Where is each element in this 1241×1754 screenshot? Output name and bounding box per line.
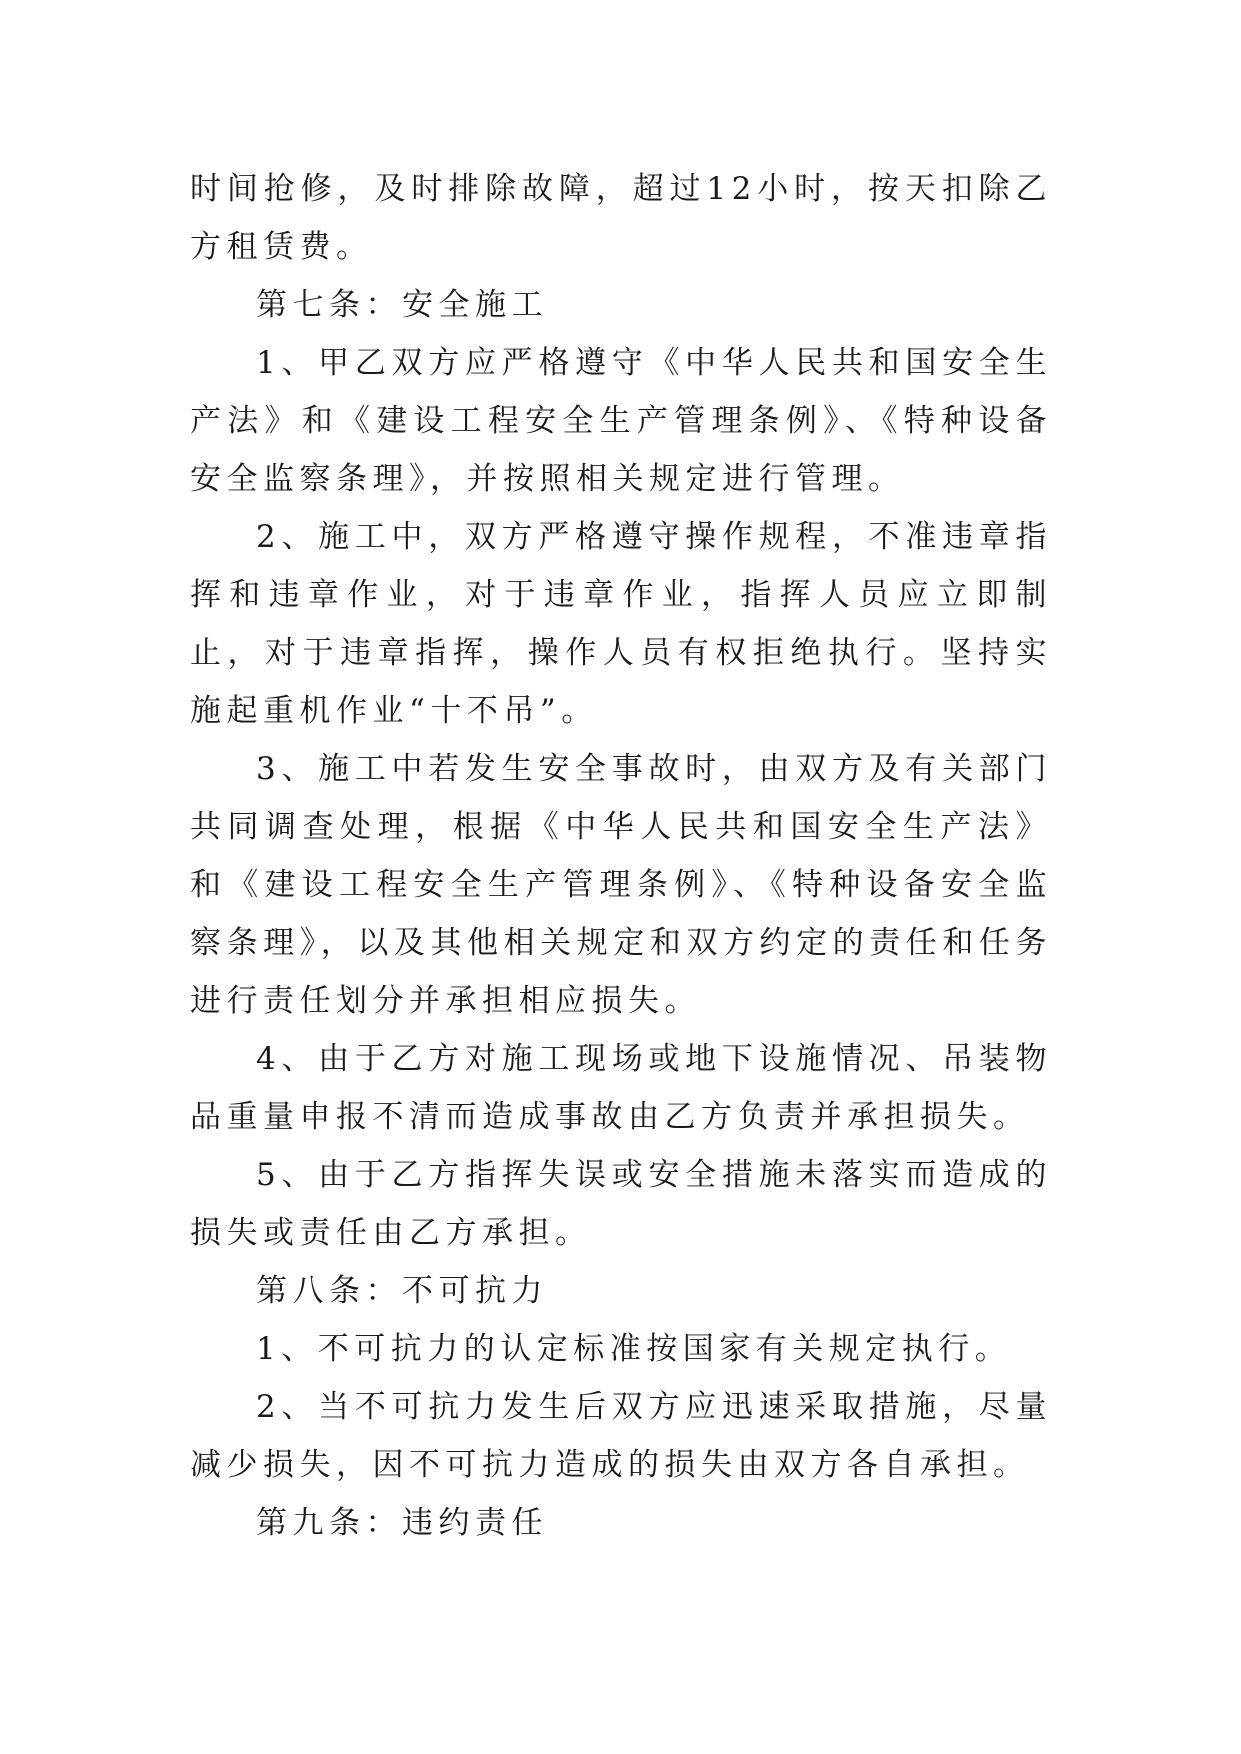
paragraph-8-2: 2、当不可抗力发生后双方应迅速采取措施，尽量减少损失，因不可抗力造成的损失由双方各自承担。 — [190, 1389, 1052, 1483]
paragraph-continuation: 时间抢修，及时排除故障，超过12小时，按天扣除乙方租赁费。 — [190, 171, 1052, 265]
paragraph-7-5: 5、由于乙方指挥失误或安全措施未落实而造成的损失或责任由乙方承担。 — [190, 1157, 1052, 1251]
paragraph-7-4: 4、由于乙方对施工现场或地下设施情况、吊装物品重量申报不清而造成事故由乙方负责并承担损失。 — [190, 1041, 1052, 1135]
paragraph-7-2: 2、施工中，双方严格遵守操作规程，不准违章指挥和违章作业，对于违章作业，指挥人员应立即制止，对于违章指挥，操作人员有权拒绝执行。坚持实施起重机作业“十不吊”。 — [190, 519, 1052, 729]
article-heading-7: 第七条：安全施工 — [256, 287, 548, 323]
document-body — [190, 160, 1052, 1552]
paragraph-8-1: 1、不可抗力的认定标准按国家有关规定执行。 — [256, 1331, 1012, 1367]
paragraph-7-3: 3、施工中若发生安全事故时，由双方及有关部门共同调查处理，根据《中华人民共和国安全生产法》和《建设工程安全生产管理条例》、《特种设备安全监察条理》，以及其他相关规定和双方约定的责任和任务进行责任划分并承担相应损失。 — [190, 751, 1052, 1019]
article-heading-9: 第九条：违约责任 — [256, 1505, 548, 1541]
article-heading-8: 第八条：不可抗力 — [256, 1273, 548, 1309]
paragraph-7-1: 1、甲乙双方应严格遵守《中华人民共和国安全生产法》和《建设工程安全生产管理条例》、《特种设备安全监察条理》，并按照相关规定进行管理。 — [190, 345, 1052, 497]
